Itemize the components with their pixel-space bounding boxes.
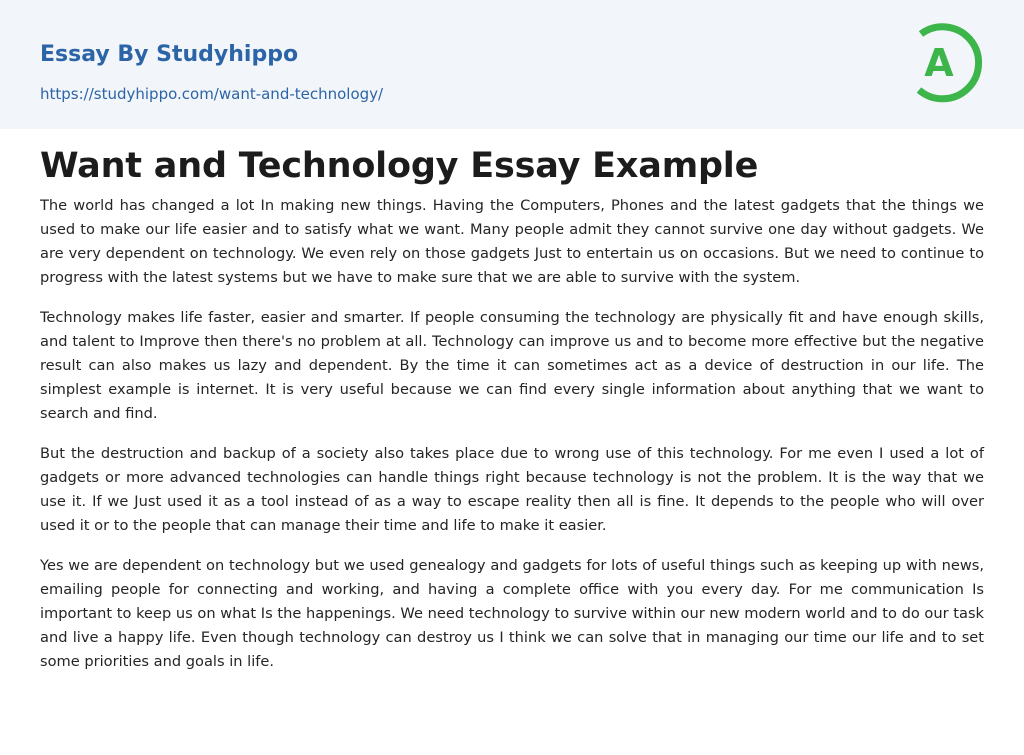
logo-letter: A <box>924 41 954 85</box>
essay-body <box>40 194 984 690</box>
page-title: Want and Technology Essay Example <box>40 146 759 186</box>
essay-paragraph: But the destruction and backup of a society also takes place due to wrong use of this technology. For me even I used a lot of gadgets or more advanced technologies can handle things right because technology is not the problem. It is the way that we use it. If we Just used it as a tool instead of as a way to escape reality then all is fine. It depends to the people who will over used it or to the people that can manage their time and life to make it easier. <box>40 445 984 534</box>
page-header <box>0 0 1024 129</box>
site-brand[interactable]: Essay By Studyhippo <box>40 42 299 67</box>
studyhippo-logo-icon[interactable] <box>898 18 986 106</box>
essay-paragraph: The world has changed a lot In making new things. Having the Computers, Phones and the latest gadgets that the things we used to make our life easier and to satisfy what we want. Many people admit they cannot survive one day without gadgets. We are very dependent on technology. We even rely on those gadgets Just to entertain us on occasions. But we need to continue to progress with the latest systems but we have to make sure that we are able to survive with the system. <box>40 197 984 286</box>
source-url-link[interactable]: https://studyhippo.com/want-and-technology/ <box>40 85 384 103</box>
essay-paragraph: Yes we are dependent on technology but we used genealogy and gadgets for lots of useful things such as keeping up with news, emailing people for connecting and working, and having a complete office with you every day. For me communication Is important to keep us on what Is the happenings. We need technology to survive within our new modern world and to do our task and live a happy life. Even though technology can destroy us I think we can solve that in managing our time our life and to set some priorities and goals in life. <box>40 557 984 670</box>
essay-paragraph: Technology makes life faster, easier and smarter. If people consuming the technology are physically fit and have enough skills, and talent to Improve then there's no problem at all. Technology can improve us and to become more effective but the negative result can also makes us lazy and dependent. By the time it can sometimes act as a device of destruction in our life. The simplest example is internet. It is very useful because we can find every single information about anything that we want to search and find. <box>40 309 984 422</box>
